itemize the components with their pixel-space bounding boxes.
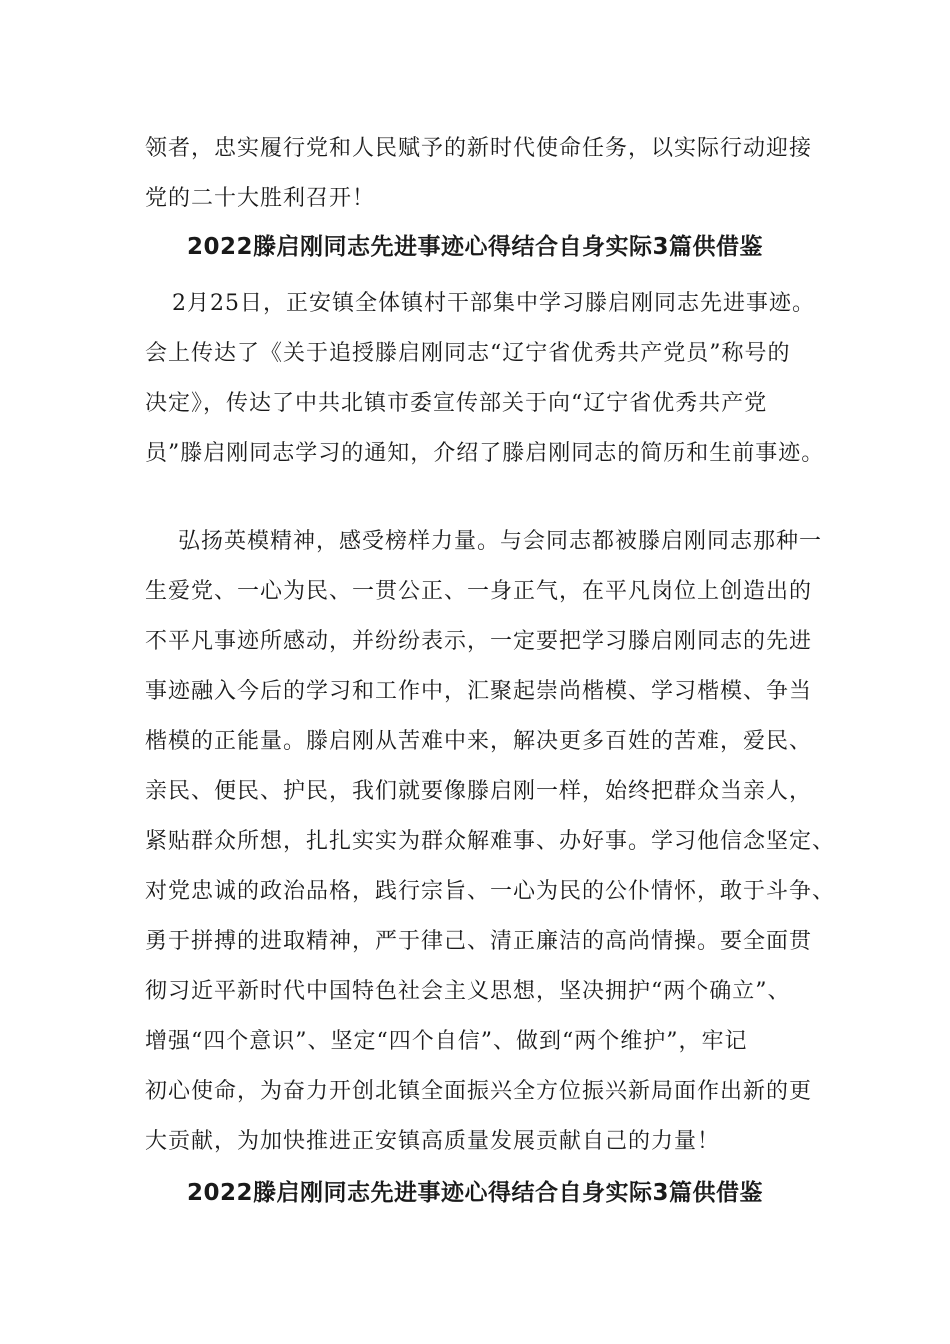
para2-line-2: 生爱党、一心为民、一贯公正、一身正气，在平凡岗位上创造出的 (145, 579, 813, 604)
para2-line-13: 大贡献，为加快推进正安镇高质量发展贡献自己的力量！ (145, 1129, 721, 1154)
para2-line-3: 不平凡事迹所感动，并纷纷表示，一定要把学习滕启刚同志的先进 (145, 629, 813, 654)
section-title-2: 2022滕启刚同志先进事迹心得结合自身实际3篇供借鉴 (186, 1180, 764, 1206)
intro-line-2: 党的二十大胜利召开！ (145, 186, 376, 211)
para2-line-1: 弘扬英模精神，感受榜样力量。与会同志都被滕启刚同志那种一 (178, 529, 823, 554)
para2-line-8: 对党忠诚的政治品格，践行宗旨、一心为民的公仆情怀，敢于斗争、 (145, 879, 836, 904)
para2-line-7: 紧贴群众所想，扎扎实实为群众解难事、办好事。学习他信念坚定、 (145, 829, 836, 854)
section-title-1: 2022滕启刚同志先进事迹心得结合自身实际3篇供借鉴 (186, 234, 764, 260)
intro-line-1: 领者，忠实履行党和人民赋予的新时代使命任务，以实际行动迎接 (145, 136, 813, 161)
para1-line-1: 2月25日，正安镇全体镇村干部集中学习滕启刚同志先进事迹。 (172, 291, 815, 316)
para1-line-3: 决定》，传达了中共北镇市委宣传部关于向“辽宁省优秀共产党 (145, 391, 768, 416)
para2-line-6: 亲民、便民、护民，我们就要像滕启刚一样，始终把群众当亲人， (145, 779, 813, 804)
para2-line-5: 楷模的正能量。滕启刚从苦难中来，解决更多百姓的苦难，爱民、 (145, 729, 813, 754)
para2-line-11: 增强“四个意识”、坚定“四个自信”、做到“两个维护”，牢记 (145, 1029, 748, 1054)
para2-line-10: 彻习近平新时代中国特色社会主义思想，坚决拥护“两个确立”、 (145, 979, 791, 1004)
para1-line-2: 会上传达了《关于追授滕启刚同志“辽宁省优秀共产党员”称号的 (145, 341, 791, 366)
para2-line-12: 初心使命，为奋力开创北镇全面振兴全方位振兴新局面作出新的更 (145, 1079, 813, 1104)
para2-line-4: 事迹融入今后的学习和工作中，汇聚起崇尚楷模、学习楷模、争当 (145, 679, 813, 704)
para2-line-9: 勇于拼搏的进取精神，严于律己、清正廉洁的高尚情操。要全面贯 (145, 929, 813, 954)
para1-line-4: 员”滕启刚同志学习的通知，介绍了滕启刚同志的简历和生前事迹。 (145, 441, 825, 466)
